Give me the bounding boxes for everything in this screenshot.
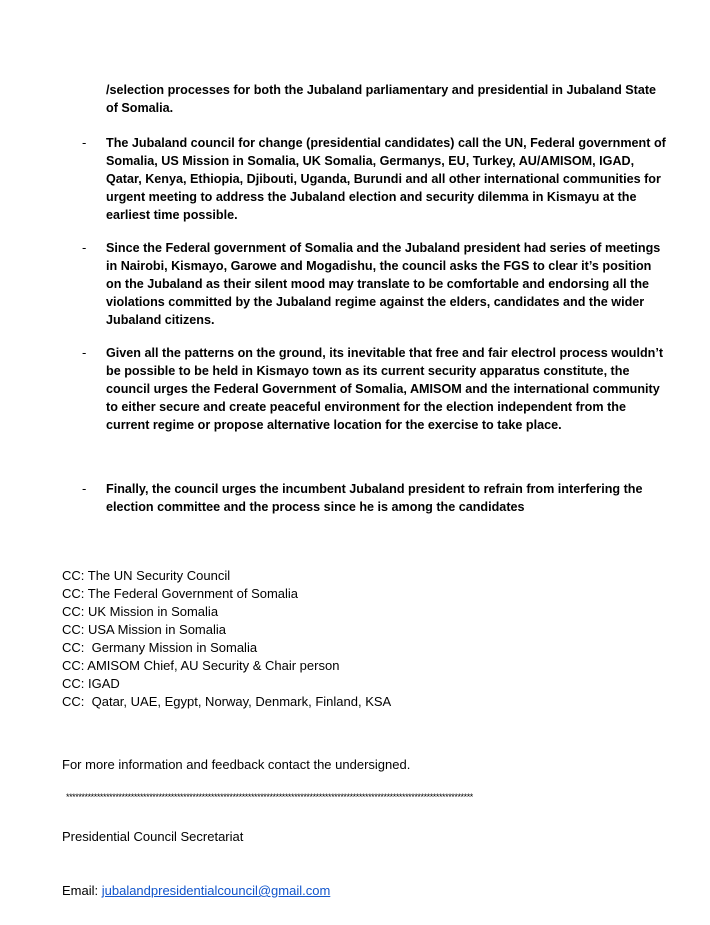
- cc-item: CC: USA Mission in Somalia: [62, 622, 226, 637]
- bullet-item-3: Given all the patterns on the ground, its inevitable that free and fair electrol process wouldn’t be possible to be held in Kismayo town as its current security apparatus constitute, the council urges the Federal Government of Somalia, AMISOM and the international community to either secure and create peaceful environment for the election independent from the current regime or propose alternative location for the exercise to take place.: [106, 346, 664, 432]
- cc-item: CC: The UN Security Council: [62, 568, 231, 583]
- bullet-item-2: Since the Federal government of Somalia and the Jubaland president had series of meetings in Nairobi, Kismayo, Garowe and Mogadishu, the council asks the FGS to clear it’s position on the Jubaland as their silent mood may translate to be comfortable and endorsing all the violations committed by the Jubaland regime against the elders, candidates and the wider Jubaland citizens.: [106, 241, 661, 327]
- separator-line: ************************************************************************************************************************************: [66, 792, 473, 802]
- bullet-marker: -: [82, 240, 87, 255]
- email-label: Email:: [62, 883, 102, 898]
- cc-item: CC: The Federal Government of Somalia: [62, 586, 299, 601]
- email-line: [62, 883, 330, 898]
- cc-item: CC: UK Mission in Somalia: [62, 604, 219, 619]
- bullet-item-4: Finally, the council urges the incumbent Jubaland president to refrain from interfering the election committee and the process since he is among the candidates: [106, 482, 643, 514]
- bullet-marker: -: [82, 345, 87, 360]
- continuation-paragraph: /selection processes for both the Jubaland parliamentary and presidential in Jubaland State of Somalia.: [106, 83, 657, 115]
- bullet-item-1: The Jubaland council for change (presidential candidates) call the UN, Federal government of Somalia, US Mission in Somalia, UK Somalia, Germanys, EU, Turkey, AU/AMISOM, IGAD, Qatar, Kenya, Ethiopia, Djibouti, Uganda, Burundi and all other international communities for urgent meeting to address the Jubaland election and security dilemma in Kismayu at the earliest time possible.: [106, 136, 666, 222]
- signature: Presidential Council Secretariat: [62, 829, 244, 844]
- bullet-marker: -: [82, 135, 87, 150]
- contact-note: For more information and feedback contact the undersigned.: [62, 757, 411, 772]
- cc-item: CC: IGAD: [62, 676, 120, 691]
- cc-item: CC: Germany Mission in Somalia: [62, 640, 258, 655]
- bullet-marker: -: [82, 481, 87, 496]
- cc-item: CC: Qatar, UAE, Egypt, Norway, Denmark, Finland, KSA: [62, 694, 392, 709]
- cc-item: CC: AMISOM Chief, AU Security & Chair person: [62, 658, 340, 673]
- cc-list: [62, 567, 391, 711]
- email-link[interactable]: jubalandpresidentialcouncil@gmail.com: [101, 883, 331, 898]
